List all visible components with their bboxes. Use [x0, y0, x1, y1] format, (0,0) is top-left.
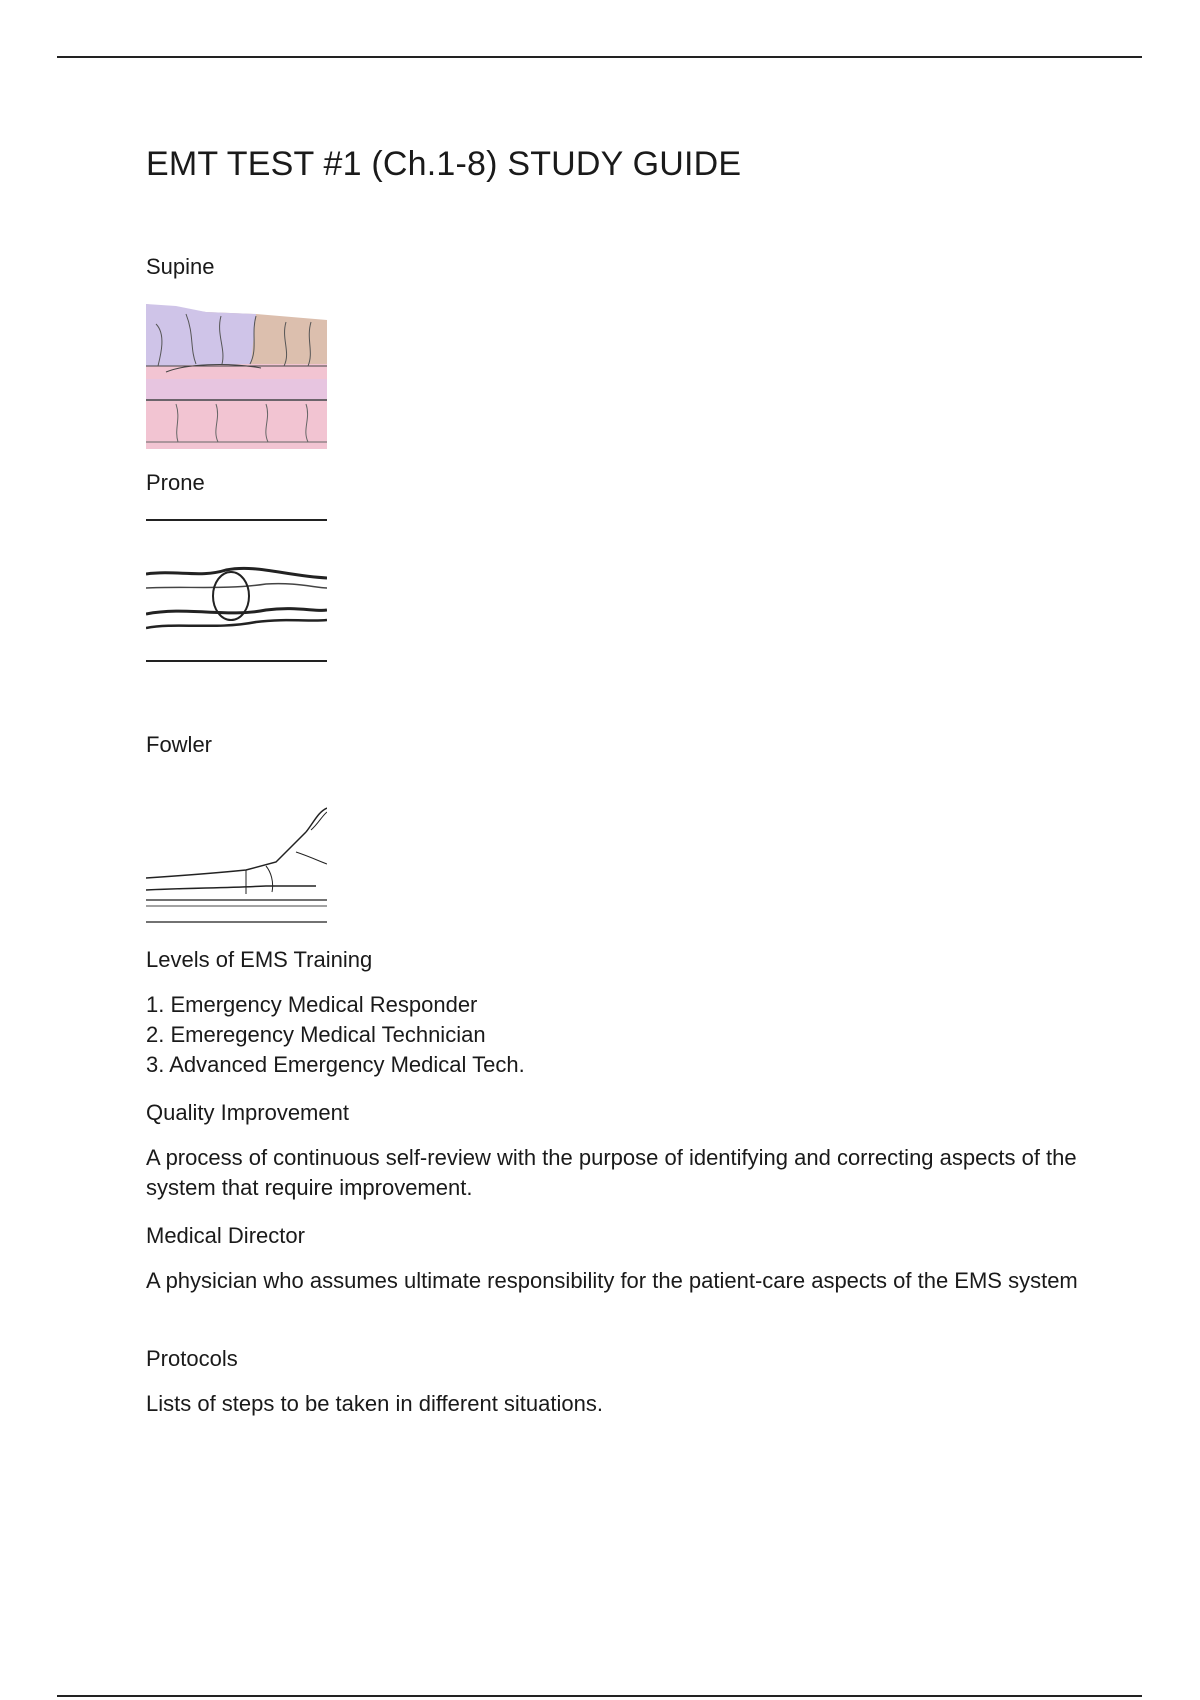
term-supine: Supine [146, 254, 215, 279]
list-item: 3. Advanced Emergency Medical Tech. [146, 1052, 525, 1077]
term-protocols: Protocols [146, 1346, 238, 1371]
supine-illustration [146, 304, 327, 449]
levels-list [146, 990, 525, 1080]
top-rule [57, 56, 1142, 58]
term-prone: Prone [146, 470, 205, 495]
term-medical-director: Medical Director [146, 1223, 305, 1248]
term-fowler: Fowler [146, 732, 213, 757]
page-title: EMT TEST #1 (Ch.1-8) STUDY GUIDE [146, 145, 742, 183]
list-item: 1. Emergency Medical Responder [146, 992, 478, 1017]
list-item: 2. Emeregency Medical Technician [146, 1022, 486, 1047]
definition-quality-improvement: A process of continuous self-review with the purpose of identifying and correcting aspects of the system that require improvement. [146, 1145, 1077, 1200]
term-quality-improvement: Quality Improvement [146, 1100, 349, 1125]
bottom-rule [57, 1695, 1142, 1697]
fowler-illustration [146, 782, 327, 927]
definition-protocols: Lists of steps to be taken in different situations. [146, 1391, 603, 1416]
term-levels-of-ems-training: Levels of EMS Training [146, 947, 373, 972]
prone-illustration [146, 518, 327, 663]
definition-medical-director: A physician who assumes ultimate responsibility for the patient-care aspects of the EMS system [146, 1268, 1078, 1293]
